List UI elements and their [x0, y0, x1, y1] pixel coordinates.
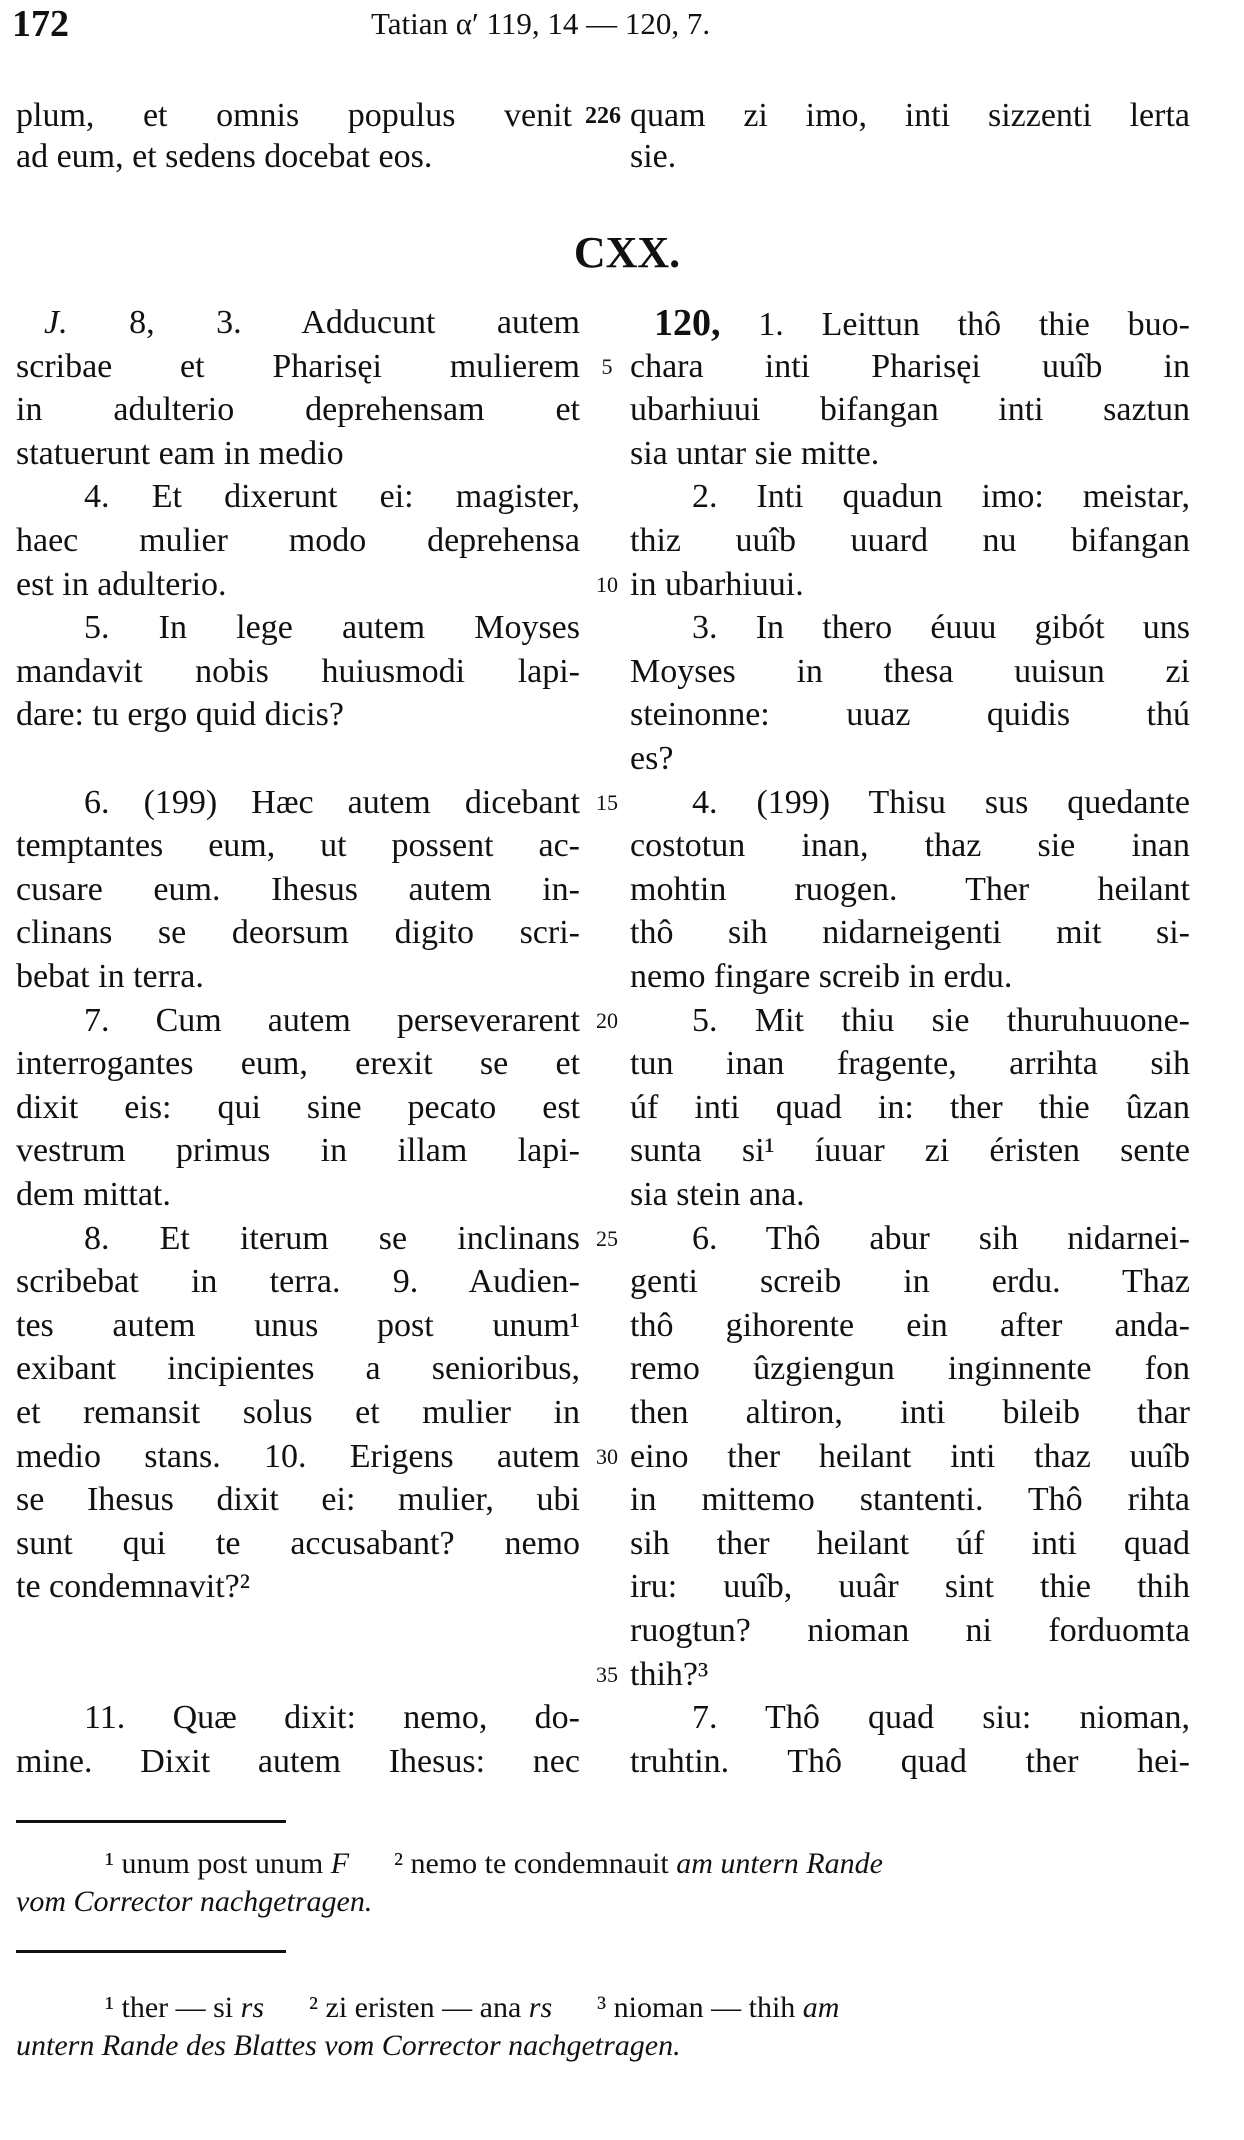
right-column-line: genti screib in erdu. Thaz	[630, 1263, 1190, 1301]
line-number: 10	[596, 571, 618, 597]
left-column-line: mine. Dixit autem Ihesus: nec	[16, 1742, 580, 1780]
right-column-line: 3. In thero éuuu gibót uns	[692, 609, 1190, 647]
left-column-line: 11. Quæ dixit: nemo, do-	[84, 1699, 580, 1737]
left-column-line: scribae et Pharisęi mulierem	[16, 347, 580, 385]
right-column-line: then altiron, inti bileib thar	[630, 1394, 1190, 1431]
right-column-line: Moyses in thesa uuisun zi	[630, 652, 1190, 690]
right-column-line: truhtin. Thô quad ther hei-	[630, 1742, 1190, 1780]
right-column-line: mohtin ruogen. Ther heilant	[630, 870, 1190, 908]
left-column-line: et remansit solus et mulier in	[16, 1394, 580, 1431]
right-column-line: iru: uuîb, uuâr sint thie thih	[630, 1568, 1190, 1606]
right-column-line: úf inti quad in: ther thie ûzan	[630, 1088, 1190, 1126]
left-column-line: statuerunt eam in medio	[16, 434, 344, 472]
left-column-line: bebat in terra.	[16, 958, 204, 995]
top-left-line: plum, et omnis populus venit	[16, 97, 572, 134]
right-column-line: ubarhiuui bifangan inti saztun	[630, 391, 1190, 429]
text-segment: 120,	[654, 302, 721, 344]
text-segment: ² zi eristen — ana	[264, 1991, 529, 2024]
footnote-rule	[16, 1950, 286, 1953]
left-column-line: se Ihesus dixit ei: mulier, ubi	[16, 1481, 580, 1519]
left-column-line: cusare eum. Ihesus autem in-	[16, 870, 580, 908]
footnote-rule	[16, 1820, 286, 1823]
right-column-line: remo ûzgiengun inginnente fon	[630, 1350, 1190, 1388]
right-column-line	[654, 303, 1190, 343]
footnote-line	[105, 1846, 883, 1882]
top-right-line: quam zi imo, inti sizzenti lerta	[630, 97, 1190, 134]
right-column-line: costotun inan, thaz sie inan	[630, 827, 1190, 865]
text-segment: am	[802, 1991, 840, 2024]
left-column-line: 4. Et dixerunt ei: magister,	[84, 478, 580, 516]
text-segment: 8, 3. Adducunt autem	[67, 304, 580, 341]
left-column-line	[44, 303, 580, 343]
right-column-line: eino ther heilant inti thaz uuîb	[630, 1437, 1190, 1475]
text-segment: vom Corrector nachgetragen.	[16, 1885, 373, 1918]
text-segment: rs	[528, 1991, 553, 2024]
left-column-line: exibant incipientes a senioribus,	[16, 1350, 580, 1388]
right-column-line: in ubarhiuui.	[630, 565, 804, 603]
text-segment: J.	[44, 304, 68, 341]
right-column-line: 4. (199) Thisu sus quedante	[692, 783, 1190, 821]
text-segment: ³ nioman — thih	[552, 1991, 803, 2024]
line-number: 15	[596, 789, 618, 815]
left-column-line: 7. Cum autem perseverarent	[84, 1001, 580, 1039]
left-column-line: est in adulterio.	[16, 565, 227, 603]
text-segment: rs	[240, 1991, 265, 2024]
line-number: 35	[596, 1661, 618, 1687]
right-column-line: thiz uuîb uuard nu bifangan	[630, 522, 1190, 559]
line-number: 226	[585, 103, 621, 129]
text-segment: am untern Rande	[676, 1847, 883, 1880]
right-column-line: ruogtun? nioman ni forduomta	[630, 1612, 1190, 1649]
right-column-line: 7. Thô quad siu: nioman,	[692, 1699, 1190, 1737]
left-column-line: tes autem unus post unum¹	[16, 1306, 580, 1344]
left-column-line: 8. Et iterum se inclinans	[84, 1219, 580, 1257]
right-column-line: thih?³	[630, 1655, 709, 1693]
footnote-line	[105, 1990, 839, 2026]
line-number: 30	[596, 1443, 618, 1469]
left-column-line: vestrum primus in illam lapi-	[16, 1132, 580, 1170]
right-column-line: sia stein ana.	[630, 1176, 805, 1213]
text-segment: F	[330, 1847, 350, 1880]
left-column-line: sunt qui te accusabant? nemo	[16, 1524, 580, 1562]
right-column-line: steinonne: uuaz quidis thú	[630, 696, 1190, 734]
left-column-line: interrogantes eum, erexit se et	[16, 1045, 580, 1083]
right-column-line: nemo fingare screib in erdu.	[630, 958, 1013, 995]
line-number: 5	[601, 353, 613, 379]
right-column-line: sih ther heilant úf inti quad	[630, 1524, 1190, 1562]
page-number: 172	[12, 3, 69, 45]
text-segment: untern Rande des Blattes vom Corrector nachgetragen.	[16, 2029, 681, 2062]
right-column-line: 6. Thô abur sih nidarnei-	[692, 1219, 1190, 1257]
left-column-line: scribebat in terra. 9. Audien-	[16, 1263, 580, 1301]
left-column-line: mandavit nobis huiusmodi lapi-	[16, 652, 580, 690]
left-column-line: 6. (199) Hæc autem dicebant	[84, 783, 580, 821]
left-column-line: haec mulier modo deprehensa	[16, 522, 580, 559]
left-column-line: medio stans. 10. Erigens autem	[16, 1437, 580, 1475]
left-column-line: te condemnavit?²	[16, 1568, 250, 1606]
footnote-line	[16, 2028, 681, 2064]
right-column-line: in mittemo stantenti. Thô rihta	[630, 1481, 1190, 1519]
right-column-line: sia untar sie mitte.	[630, 434, 880, 472]
line-number: 20	[596, 1007, 618, 1033]
running-head: Tatian α′ 119, 14 — 120, 7.	[371, 6, 711, 41]
right-column-line: thô gihorente ein after anda-	[630, 1306, 1190, 1344]
left-column-line: in adulterio deprehensam et	[16, 391, 580, 429]
top-left-line: ad eum, et sedens docebat eos.	[16, 138, 433, 175]
text-segment: ¹ ther — si	[105, 1991, 241, 2024]
right-column-line: sunta si¹ íuuar zi éristen sente	[630, 1132, 1190, 1170]
text-segment: ² nemo te condemnauit	[349, 1847, 677, 1880]
left-column-line: 5. In lege autem Moyses	[84, 609, 580, 647]
right-column-line: chara inti Pharisęi uuîb in	[630, 347, 1190, 385]
left-column-line: clinans se deorsum digito scri-	[16, 914, 580, 952]
right-column-line: 5. Mit thiu sie thuruhuuone-	[692, 1001, 1190, 1039]
text-segment: ¹ unum post unum	[105, 1847, 331, 1880]
right-column-line: tun inan fragente, arrihta sih	[630, 1045, 1190, 1083]
right-column-line: es?	[630, 740, 674, 777]
line-number: 25	[596, 1225, 618, 1251]
left-column-line: temptantes eum, ut possent ac-	[16, 827, 580, 865]
right-column-line: thô sih nidarneigenti mit si-	[630, 914, 1190, 952]
text-segment: 1. Leittun thô thie buo-	[720, 306, 1190, 343]
left-column-line: dare: tu ergo quid dicis?	[16, 696, 344, 734]
chapter-heading: CXX.	[573, 228, 681, 277]
left-column-line: dem mittat.	[16, 1176, 171, 1213]
footnote-line	[16, 1884, 372, 1920]
top-right-line: sie.	[630, 138, 677, 175]
left-column-line: dixit eis: qui sine pecato est	[16, 1088, 580, 1126]
right-column-line: 2. Inti quadun imo: meistar,	[692, 478, 1190, 516]
